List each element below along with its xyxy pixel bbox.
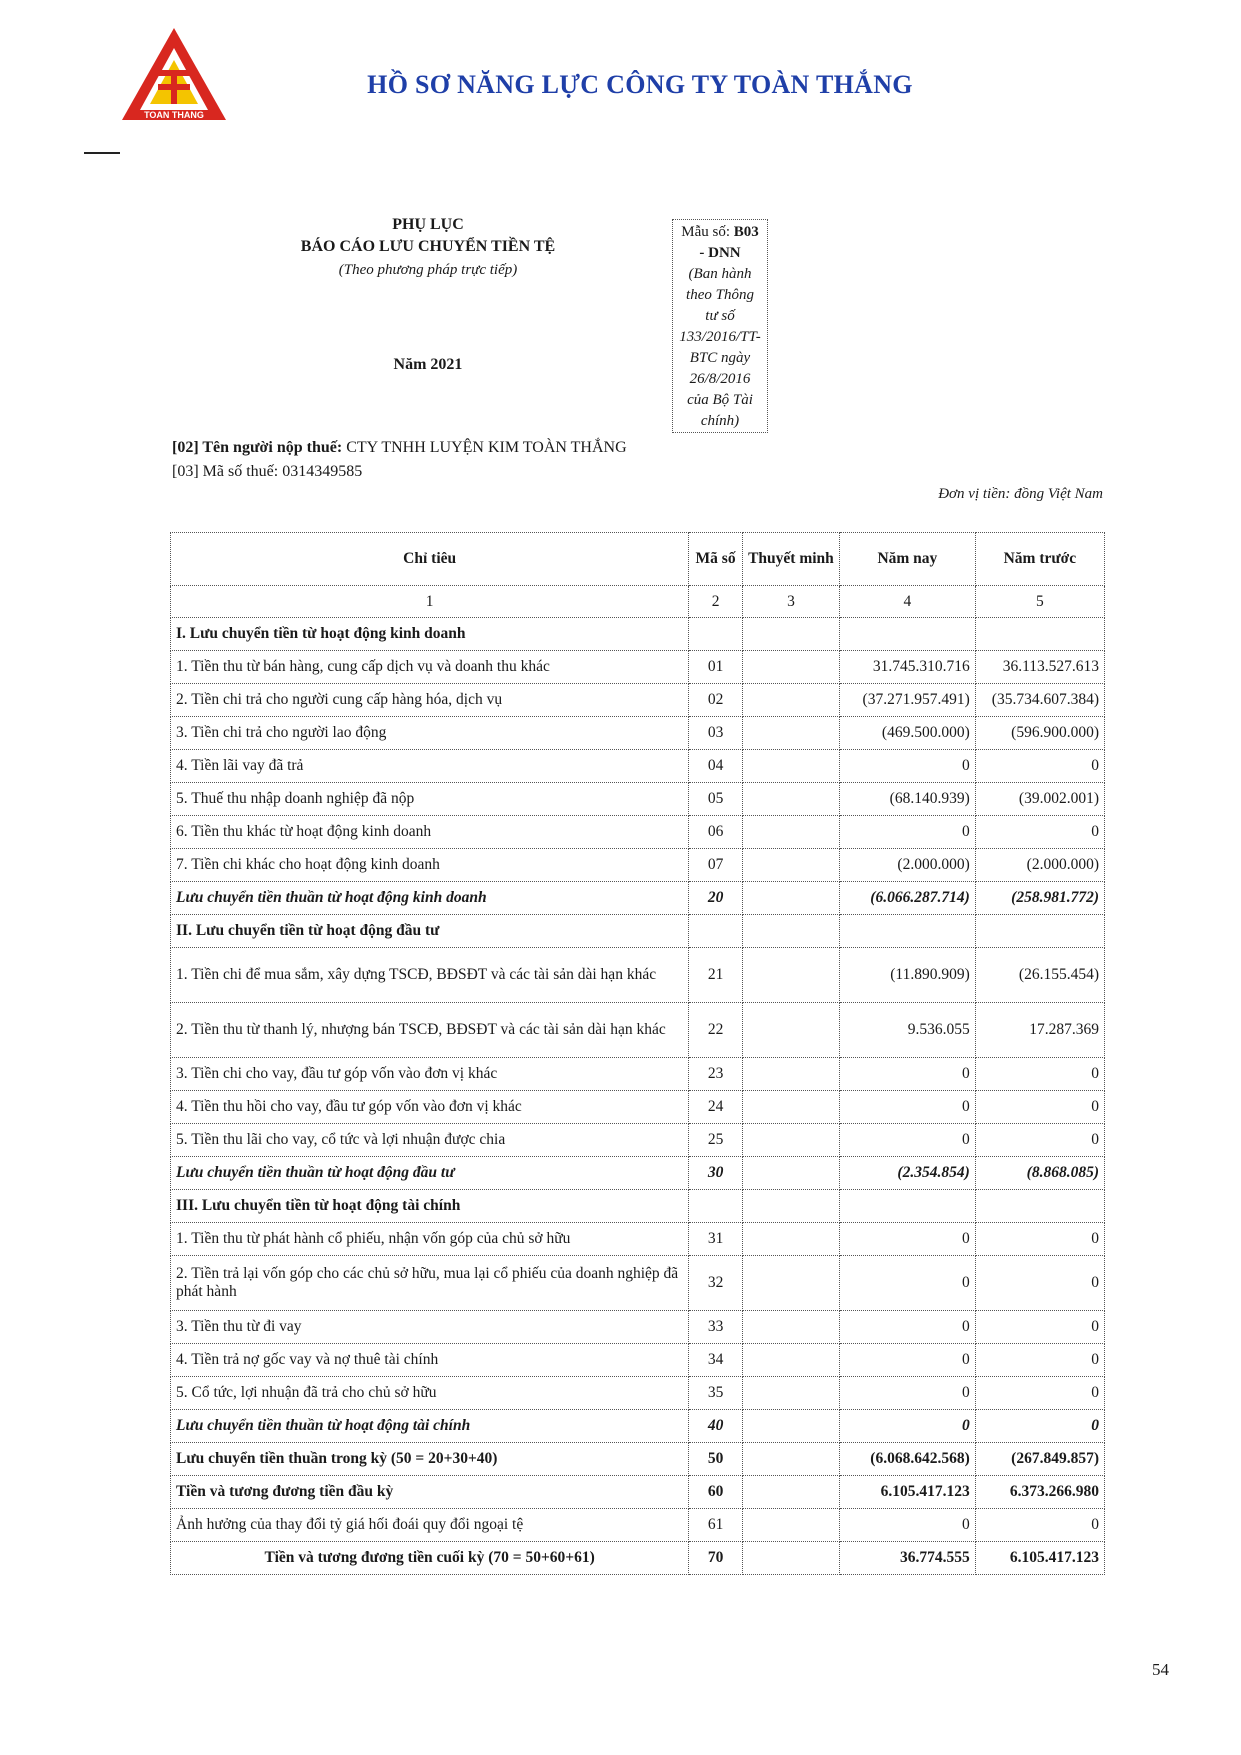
row-note bbox=[742, 849, 839, 882]
row-code bbox=[689, 915, 743, 948]
row-code: 32 bbox=[689, 1256, 743, 1311]
column-number: 2 bbox=[689, 586, 743, 618]
row-code: 25 bbox=[689, 1124, 743, 1157]
row-this-year: 0 bbox=[840, 1344, 976, 1377]
row-label: Lưu chuyển tiền thuần trong kỳ (50 = 20+30+40) bbox=[171, 1443, 689, 1476]
row-last-year: 0 bbox=[975, 1091, 1104, 1124]
row-note bbox=[742, 684, 839, 717]
row-note bbox=[742, 750, 839, 783]
row-label: II. Lưu chuyển tiền từ hoạt động đầu tư bbox=[171, 915, 689, 948]
row-note bbox=[742, 1410, 839, 1443]
row-note bbox=[742, 882, 839, 915]
table-row bbox=[171, 1223, 1105, 1256]
table-row bbox=[171, 1509, 1105, 1542]
row-label: I. Lưu chuyển tiền từ hoạt động kinh doanh bbox=[171, 618, 689, 651]
row-this-year bbox=[840, 1190, 976, 1223]
column-number: 1 bbox=[171, 586, 689, 618]
row-code: 20 bbox=[689, 882, 743, 915]
row-label: Lưu chuyển tiền thuần từ hoạt động kinh doanh bbox=[171, 882, 689, 915]
row-code: 60 bbox=[689, 1476, 743, 1509]
row-this-year: (11.890.909) bbox=[840, 948, 976, 1003]
column-number-row bbox=[171, 586, 1105, 618]
row-this-year: 0 bbox=[840, 816, 976, 849]
column-number: 3 bbox=[742, 586, 839, 618]
row-label: 2. Tiền thu từ thanh lý, nhượng bán TSCĐ, BĐSĐT và các tài sản dài hạn khác bbox=[171, 1003, 689, 1058]
table-row bbox=[171, 618, 1105, 651]
tax-code-label: [03] Mã số thuế: bbox=[172, 463, 279, 480]
report-year: Năm 2021 bbox=[393, 356, 463, 373]
row-this-year bbox=[840, 618, 976, 651]
form-line-8: 26/8/2016 bbox=[689, 371, 751, 387]
tax-code: 0314349585 bbox=[278, 463, 363, 480]
row-label: 1. Tiền thu từ bán hàng, cung cấp dịch vụ và doanh thu khác bbox=[171, 651, 689, 684]
row-label: 3. Tiền chi cho vay, đầu tư góp vốn vào đơn vị khác bbox=[171, 1058, 689, 1091]
header-last-year: Năm trước bbox=[975, 533, 1104, 586]
row-this-year: 31.745.310.716 bbox=[840, 651, 976, 684]
form-line-5: tư số bbox=[705, 308, 735, 324]
row-note bbox=[742, 1542, 839, 1575]
header-note: Thuyết minh bbox=[742, 533, 839, 586]
row-code: 70 bbox=[689, 1542, 743, 1575]
row-label: 1. Tiền thu từ phát hành cổ phiếu, nhận vốn góp của chủ sở hữu bbox=[171, 1223, 689, 1256]
company-logo bbox=[118, 26, 230, 122]
form-line-7: BTC ngày bbox=[689, 350, 751, 366]
row-code: 07 bbox=[689, 849, 743, 882]
row-last-year bbox=[975, 1190, 1104, 1223]
table-row bbox=[171, 1311, 1105, 1344]
row-this-year: 0 bbox=[840, 1509, 976, 1542]
table-row bbox=[171, 1003, 1105, 1058]
table-row bbox=[171, 1058, 1105, 1091]
row-code bbox=[689, 1190, 743, 1223]
row-label: 7. Tiền chi khác cho hoạt động kinh doanh bbox=[171, 849, 689, 882]
table-row bbox=[171, 684, 1105, 717]
row-code: 06 bbox=[689, 816, 743, 849]
row-label: 5. Cổ tức, lợi nhuận đã trả cho chủ sở hữu bbox=[171, 1377, 689, 1410]
row-label: Ảnh hưởng của thay đổi tỷ giá hối đoái quy đổi ngoại tệ bbox=[171, 1509, 689, 1542]
row-code: 40 bbox=[689, 1410, 743, 1443]
row-this-year bbox=[840, 915, 976, 948]
row-last-year: (596.900.000) bbox=[975, 717, 1104, 750]
taxpayer-name-label: [02] Tên người nộp thuế: bbox=[172, 439, 343, 456]
header-indicator: Chỉ tiêu bbox=[171, 533, 689, 586]
table-row bbox=[171, 651, 1105, 684]
table-row bbox=[171, 882, 1105, 915]
row-note bbox=[742, 948, 839, 1003]
logo-text: TOAN THANG bbox=[144, 110, 204, 120]
row-note bbox=[742, 1509, 839, 1542]
row-label: III. Lưu chuyển tiền từ hoạt động tài chính bbox=[171, 1190, 689, 1223]
row-label: 6. Tiền thu khác từ hoạt động kinh doanh bbox=[171, 816, 689, 849]
row-last-year: 0 bbox=[975, 1124, 1104, 1157]
page-number: 54 bbox=[1152, 1660, 1169, 1679]
row-label: 1. Tiền chi để mua sắm, xây dựng TSCĐ, BĐSĐT và các tài sản dài hạn khác bbox=[171, 948, 689, 1003]
row-last-year: 0 bbox=[975, 1377, 1104, 1410]
report-title-block bbox=[258, 216, 598, 279]
row-this-year: 9.536.055 bbox=[840, 1003, 976, 1058]
row-note bbox=[742, 1190, 839, 1223]
row-this-year: 0 bbox=[840, 1311, 976, 1344]
table-row bbox=[171, 1377, 1105, 1410]
form-line-10: chính) bbox=[700, 413, 740, 429]
header-code: Mã số bbox=[689, 533, 743, 586]
row-note bbox=[742, 1091, 839, 1124]
row-label: 4. Tiền thu hồi cho vay, đầu tư góp vốn vào đơn vị khác bbox=[171, 1091, 689, 1124]
row-this-year: 6.105.417.123 bbox=[840, 1476, 976, 1509]
row-this-year: 0 bbox=[840, 1223, 976, 1256]
row-last-year: (8.868.085) bbox=[975, 1157, 1104, 1190]
row-last-year: 36.113.527.613 bbox=[975, 651, 1104, 684]
row-label: 2. Tiền trả lại vốn góp cho các chủ sở hữu, mua lại cổ phiếu của doanh nghiệp đã phát hành bbox=[171, 1256, 689, 1311]
row-last-year: 0 bbox=[975, 750, 1104, 783]
row-code bbox=[689, 618, 743, 651]
row-label: 3. Tiền thu từ đi vay bbox=[171, 1311, 689, 1344]
row-note bbox=[742, 1223, 839, 1256]
row-label: 3. Tiền chi trả cho người lao động bbox=[171, 717, 689, 750]
row-note bbox=[742, 816, 839, 849]
row-last-year: 6.373.266.980 bbox=[975, 1476, 1104, 1509]
row-last-year: (2.000.000) bbox=[975, 849, 1104, 882]
row-this-year: (6.066.287.714) bbox=[840, 882, 976, 915]
table-row bbox=[171, 915, 1105, 948]
header-this-year: Năm nay bbox=[840, 533, 976, 586]
row-this-year: (469.500.000) bbox=[840, 717, 976, 750]
row-code: 04 bbox=[689, 750, 743, 783]
row-last-year: 0 bbox=[975, 1223, 1104, 1256]
row-label: 4. Tiền lãi vay đã trả bbox=[171, 750, 689, 783]
row-code: 50 bbox=[689, 1443, 743, 1476]
row-label: 5. Tiền thu lãi cho vay, cổ tức và lợi nhuận được chia bbox=[171, 1124, 689, 1157]
form-number-box bbox=[672, 219, 768, 433]
row-this-year: (68.140.939) bbox=[840, 783, 976, 816]
row-label: Tiền và tương đương tiền cuối kỳ (70 = 50+60+61) bbox=[171, 1542, 689, 1575]
row-this-year: 0 bbox=[840, 1058, 976, 1091]
row-label: Tiền và tương đương tiền đầu kỳ bbox=[171, 1476, 689, 1509]
row-this-year: 0 bbox=[840, 1091, 976, 1124]
row-code: 01 bbox=[689, 651, 743, 684]
row-this-year: 0 bbox=[840, 1410, 976, 1443]
row-note bbox=[742, 1157, 839, 1190]
row-code: 24 bbox=[689, 1091, 743, 1124]
form-line-6: 133/2016/TT- bbox=[679, 329, 761, 345]
row-note bbox=[742, 1003, 839, 1058]
corner-mark bbox=[84, 152, 120, 154]
table-row bbox=[171, 849, 1105, 882]
table-row bbox=[171, 1091, 1105, 1124]
row-note bbox=[742, 1124, 839, 1157]
report-title: BÁO CÁO LƯU CHUYỂN TIỀN TỆ bbox=[300, 238, 556, 255]
table-row bbox=[171, 1124, 1105, 1157]
row-note bbox=[742, 1377, 839, 1410]
table-row bbox=[171, 1443, 1105, 1476]
row-last-year: 0 bbox=[975, 1256, 1104, 1311]
row-label: 2. Tiền chi trả cho người cung cấp hàng hóa, dịch vụ bbox=[171, 684, 689, 717]
row-last-year: 0 bbox=[975, 1344, 1104, 1377]
row-code: 02 bbox=[689, 684, 743, 717]
row-code: 34 bbox=[689, 1344, 743, 1377]
row-this-year: 36.774.555 bbox=[840, 1542, 976, 1575]
column-number: 4 bbox=[840, 586, 976, 618]
row-last-year: (26.155.454) bbox=[975, 948, 1104, 1003]
row-code: 31 bbox=[689, 1223, 743, 1256]
table-row bbox=[171, 948, 1105, 1003]
table-row bbox=[171, 1157, 1105, 1190]
row-this-year: (6.068.642.568) bbox=[840, 1443, 976, 1476]
row-label: Lưu chuyển tiền thuần từ hoạt động tài chính bbox=[171, 1410, 689, 1443]
table-row bbox=[171, 1344, 1105, 1377]
row-label: 5. Thuế thu nhập doanh nghiệp đã nộp bbox=[171, 783, 689, 816]
row-code: 05 bbox=[689, 783, 743, 816]
row-label: 4. Tiền trả nợ gốc vay và nợ thuê tài chính bbox=[171, 1344, 689, 1377]
row-last-year: 0 bbox=[975, 1509, 1104, 1542]
row-note bbox=[742, 1443, 839, 1476]
table-row bbox=[171, 816, 1105, 849]
form-line-2: - DNN bbox=[699, 245, 741, 261]
row-this-year: 0 bbox=[840, 750, 976, 783]
row-last-year: 17.287.369 bbox=[975, 1003, 1104, 1058]
row-last-year: (35.734.607.384) bbox=[975, 684, 1104, 717]
row-last-year: 0 bbox=[975, 1410, 1104, 1443]
taxpayer-name: CTY TNHH LUYỆN KIM TOÀN THẮNG bbox=[342, 439, 627, 456]
brand-title: HỒ SƠ NĂNG LỰC CÔNG TY TOÀN THẮNG bbox=[367, 70, 913, 99]
table-header-row bbox=[171, 533, 1105, 586]
form-line-9: của Bộ Tài bbox=[687, 392, 753, 408]
form-line-4: theo Thông bbox=[686, 287, 754, 303]
row-last-year: 0 bbox=[975, 816, 1104, 849]
row-note bbox=[742, 1476, 839, 1509]
row-code: 21 bbox=[689, 948, 743, 1003]
row-this-year: 0 bbox=[840, 1124, 976, 1157]
table-row bbox=[171, 1476, 1105, 1509]
row-code: 61 bbox=[689, 1509, 743, 1542]
row-note bbox=[742, 1311, 839, 1344]
row-code: 23 bbox=[689, 1058, 743, 1091]
row-note bbox=[742, 1058, 839, 1091]
row-note bbox=[742, 1256, 839, 1311]
row-code: 22 bbox=[689, 1003, 743, 1058]
table-row bbox=[171, 717, 1105, 750]
form-code: B03 bbox=[733, 224, 759, 240]
row-this-year: (37.271.957.491) bbox=[840, 684, 976, 717]
cash-flow-table bbox=[170, 532, 1105, 1575]
row-last-year: (258.981.772) bbox=[975, 882, 1104, 915]
row-last-year: 0 bbox=[975, 1311, 1104, 1344]
row-this-year: 0 bbox=[840, 1377, 976, 1410]
table-row bbox=[171, 750, 1105, 783]
row-label: Lưu chuyển tiền thuần từ hoạt động đầu tư bbox=[171, 1157, 689, 1190]
row-note bbox=[742, 717, 839, 750]
taxpayer-info bbox=[172, 436, 627, 484]
row-note bbox=[742, 618, 839, 651]
column-number: 5 bbox=[975, 586, 1104, 618]
row-note bbox=[742, 915, 839, 948]
row-last-year: (267.849.857) bbox=[975, 1443, 1104, 1476]
row-last-year bbox=[975, 915, 1104, 948]
row-this-year: (2.000.000) bbox=[840, 849, 976, 882]
row-note bbox=[742, 651, 839, 684]
report-method: (Theo phương pháp trực tiếp) bbox=[338, 262, 518, 278]
row-this-year: (2.354.854) bbox=[840, 1157, 976, 1190]
row-last-year: 6.105.417.123 bbox=[975, 1542, 1104, 1575]
currency-unit: Đơn vị tiền: đồng Việt Nam bbox=[938, 486, 1103, 502]
form-line-3: (Ban hành bbox=[688, 266, 752, 282]
row-last-year: 0 bbox=[975, 1058, 1104, 1091]
row-this-year: 0 bbox=[840, 1256, 976, 1311]
row-code: 30 bbox=[689, 1157, 743, 1190]
table-row bbox=[171, 783, 1105, 816]
row-code: 35 bbox=[689, 1377, 743, 1410]
row-code: 03 bbox=[689, 717, 743, 750]
row-last-year: (39.002.001) bbox=[975, 783, 1104, 816]
row-note bbox=[742, 783, 839, 816]
table-row bbox=[171, 1256, 1105, 1311]
form-label: Mẫu số: bbox=[681, 224, 734, 240]
row-code: 33 bbox=[689, 1311, 743, 1344]
table-row bbox=[171, 1410, 1105, 1443]
table-row bbox=[171, 1190, 1105, 1223]
appendix-label: PHỤ LỤC bbox=[392, 216, 464, 233]
row-note bbox=[742, 1344, 839, 1377]
row-last-year bbox=[975, 618, 1104, 651]
table-row bbox=[171, 1542, 1105, 1575]
